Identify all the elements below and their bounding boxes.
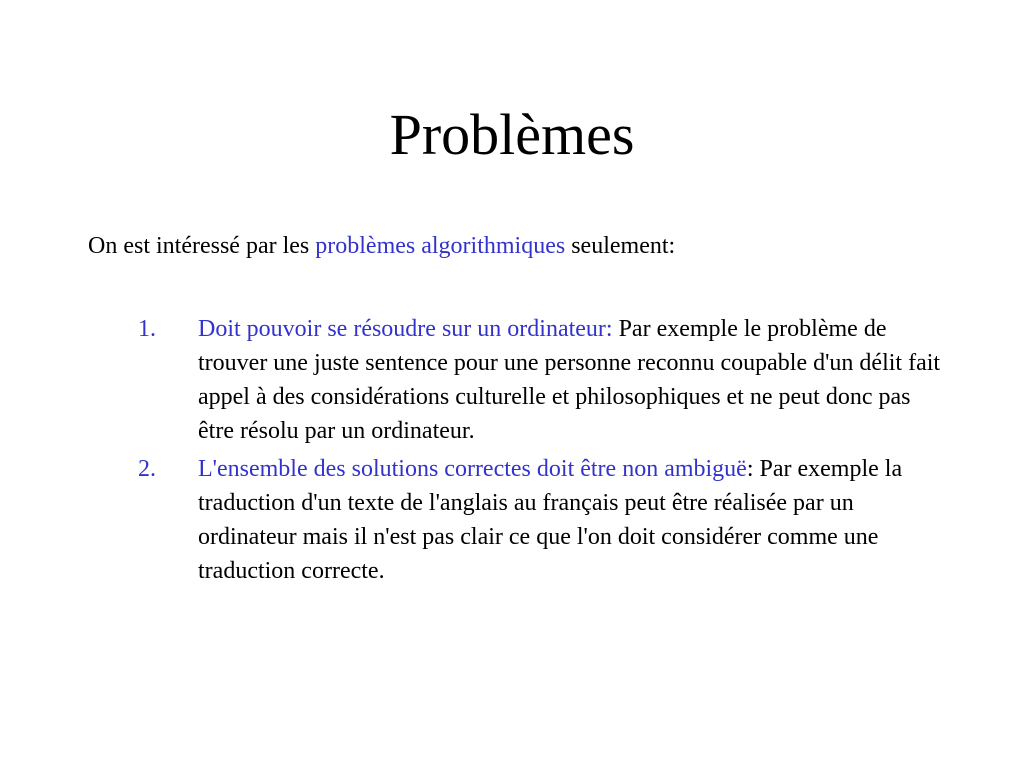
intro-highlight: problèmes algorithmiques [315, 233, 566, 259]
numbered-list [0, 312, 1024, 592]
list-item-highlight: Doit pouvoir se résoudre sur un ordinateur: [198, 316, 613, 342]
intro-paragraph [88, 230, 948, 262]
list-item-number: 2. [138, 456, 156, 482]
slide-title: Problèmes [389, 102, 635, 167]
intro-text-after: seulement: [565, 233, 676, 259]
list-item [0, 312, 943, 448]
list-item-highlight: L'ensemble des solutions correctes doit être non ambiguë [198, 456, 747, 482]
list-item-text: : Par exemple la traduction d'un texte de l'anglais au français peut être réalisée par un ordinateur mais il n'est pas clair ce que l'on doit considérer comme une traduction correcte. [198, 456, 903, 584]
list-item [0, 452, 943, 588]
intro-text-before: On est intéressé par les [88, 233, 316, 259]
list-item-text: Par exemple le problème de trouver une juste sentence pour une personne reconnu coupable d'un délit fait appel à des considérations culturelle et philosophiques et ne peut donc pas être résolu par un ordinateur. [198, 316, 941, 444]
list-item-number: 1. [138, 316, 156, 342]
